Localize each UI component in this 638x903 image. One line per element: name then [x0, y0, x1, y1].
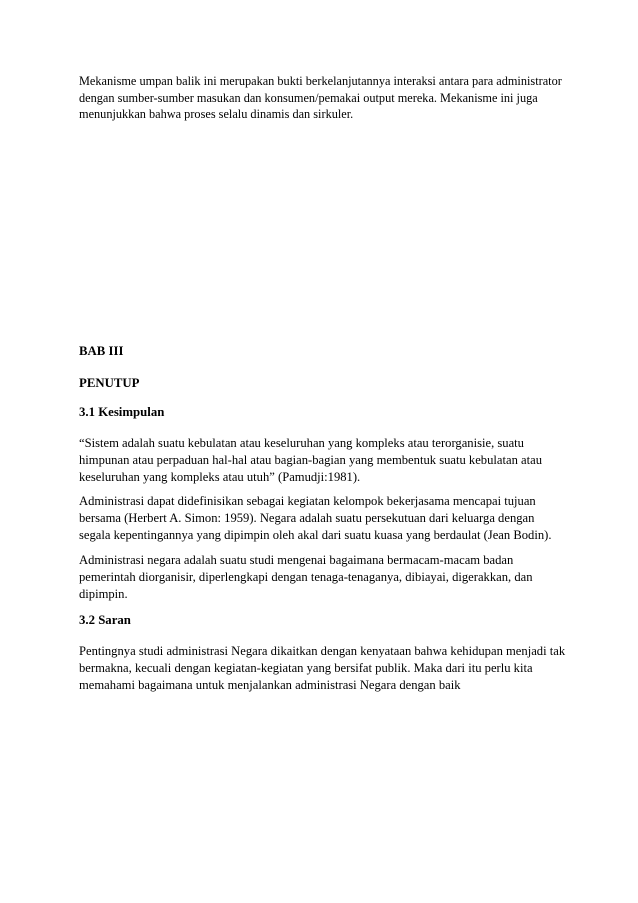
section-heading-saran: 3.2 Saran — [79, 613, 131, 627]
kesimpulan-paragraph-1: “Sistem adalah suatu kebulatan atau keseluruhan yang kompleks atau terorganisie, suatu himpunan atau perpaduan hal-hal atau bagian-bagian yang membentuk suatu kebulatan atau keseluruhan yang kompleks atau utuh” (Pamudji:1981). — [79, 436, 542, 484]
chapter-label: BAB III — [79, 344, 124, 358]
chapter-title: PENUTUP — [79, 376, 140, 390]
intro-paragraph: Mekanisme umpan balik ini merupakan bukti berkelanjutannya interaksi antara para administrator dengan sumber-sumber masukan dan konsumen/pemakai output mereka. Mekanisme ini juga menunjukkan bahwa proses selalu dinamis dan sirkuler. — [79, 74, 562, 121]
kesimpulan-paragraph-2: Administrasi dapat didefinisikan sebagai kegiatan kelompok bekerjasama mencapai tujuan bersama (Herbert A. Simon: 1959). Negara adalah suatu persekutuan dari keluarga dengan segala kepentingannya yang dipimpin oleh akal dari suatu kuasa yang berdaulat (Jean Bodin). — [79, 494, 552, 542]
section-heading-kesimpulan: 3.1 Kesimpulan — [79, 405, 165, 419]
saran-paragraph: Pentingnya studi administrasi Negara dikaitkan dengan kenyataan bahwa kehidupan menjadi tak bermakna, kecuali dengan kegiatan-kegiatan yang bersifat publik. Maka dari itu perlu kita memahami bagaimana untuk menjalankan administrasi Negara dengan baik — [79, 644, 566, 692]
kesimpulan-paragraph-3: Administrasi negara adalah suatu studi mengenai bagaimana bermacam-macam badan pemerintah diorganisir, diperlengkapi dengan tenaga-tenaganya, dibiayai, digerakkan, dan dipimpin. — [79, 553, 533, 601]
